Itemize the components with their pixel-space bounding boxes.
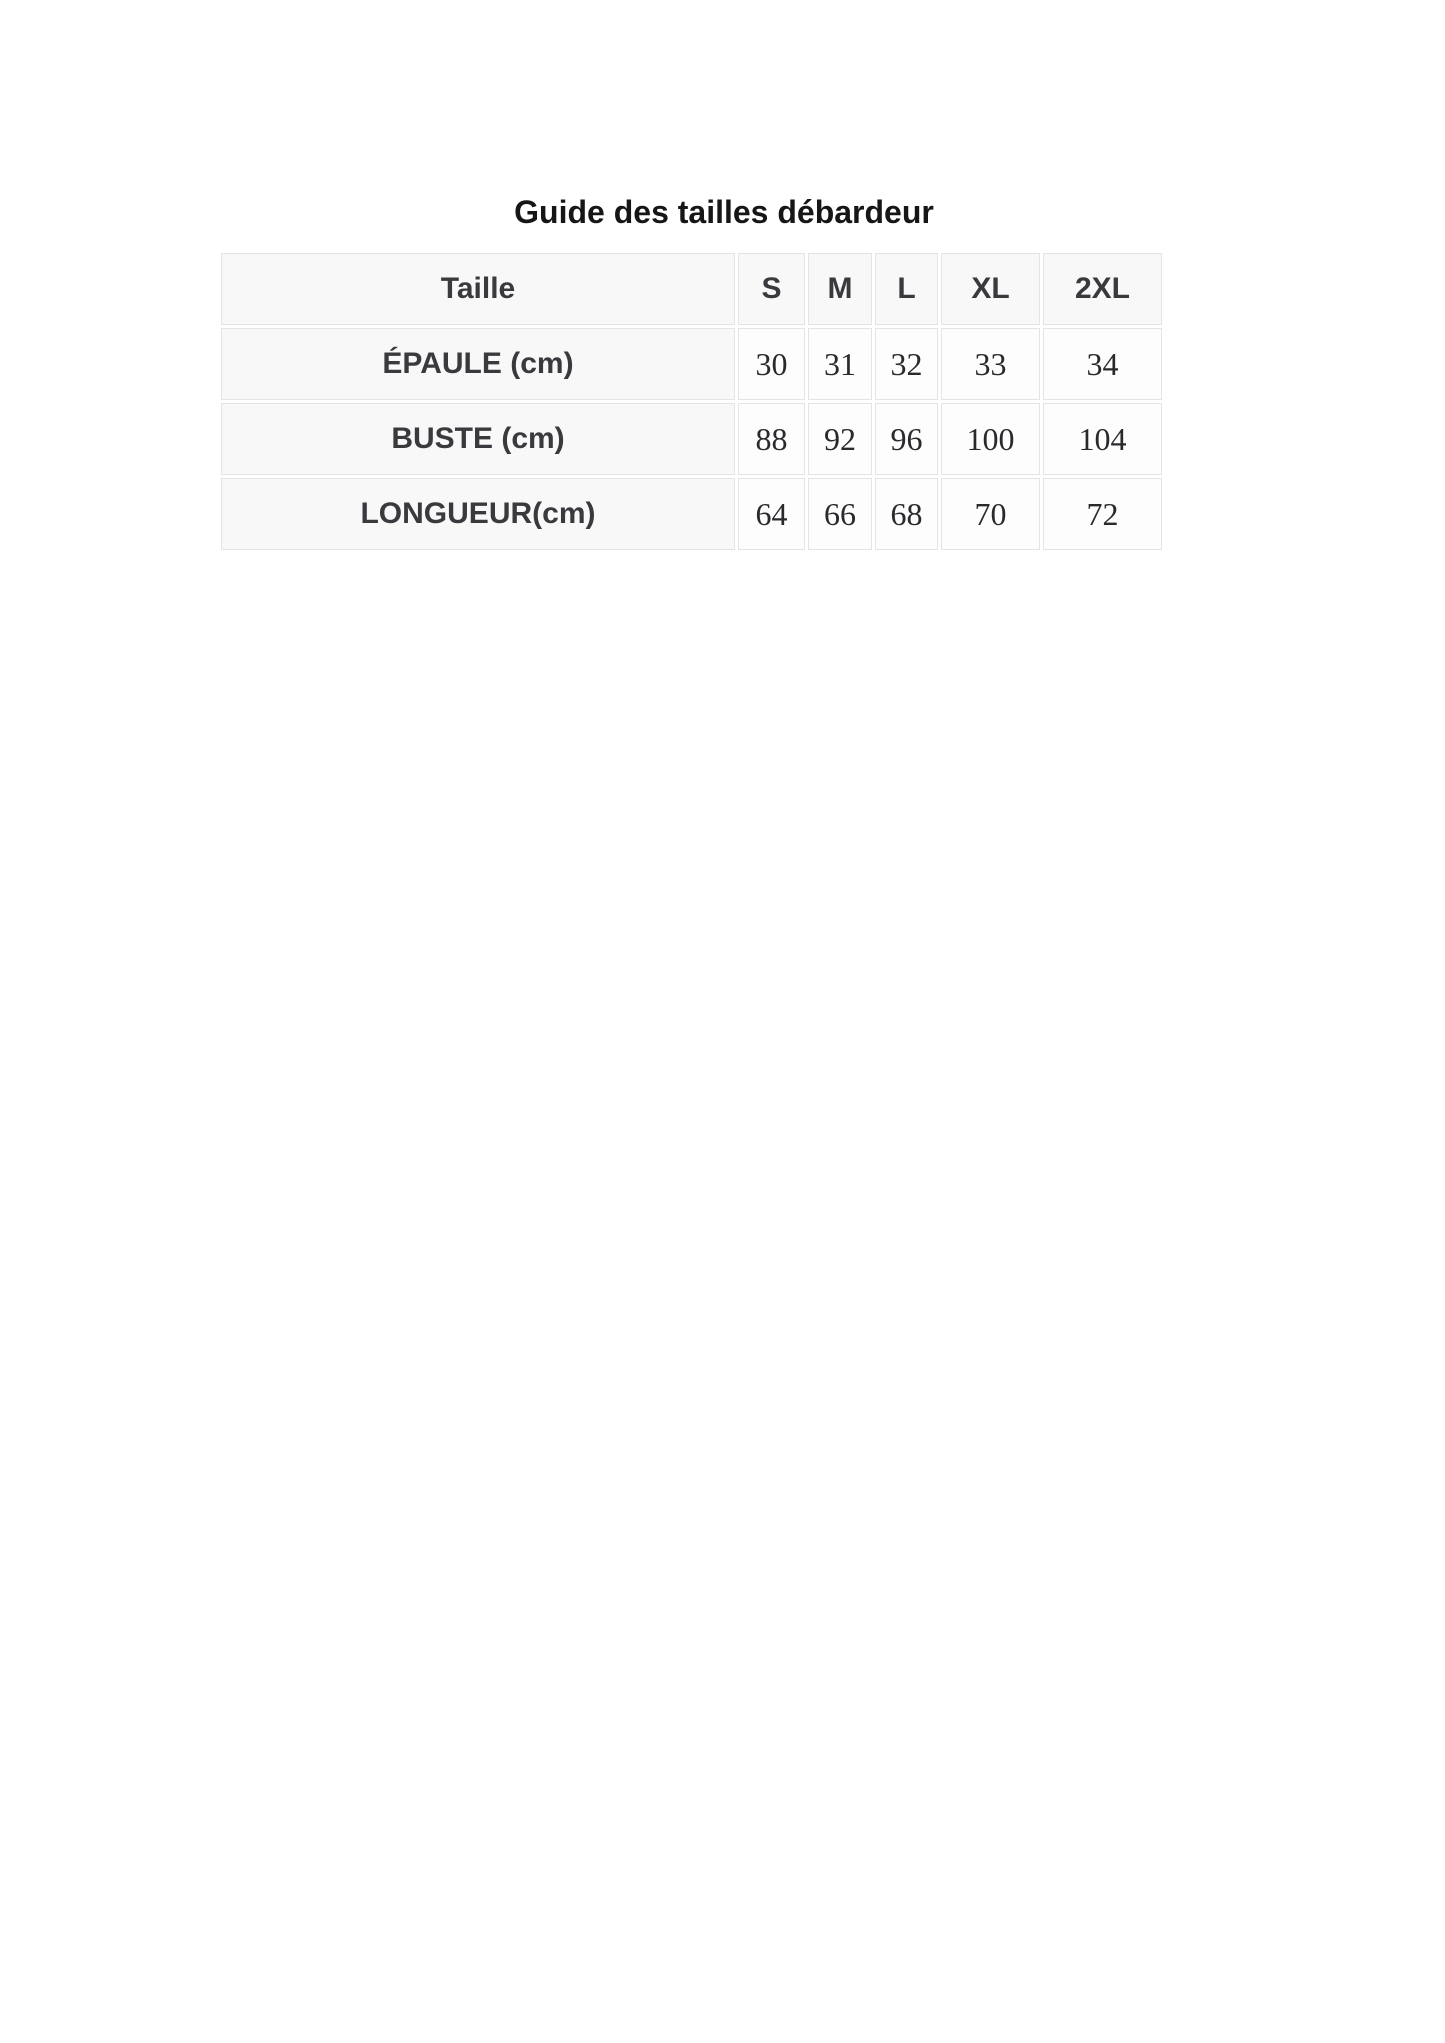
cell-buste-s: 88 [738,403,805,475]
cell-epaule-xl: 33 [941,328,1040,400]
cell-buste-xl: 100 [941,403,1040,475]
cell-epaule-s: 30 [738,328,805,400]
column-header-m: M [808,253,872,325]
cell-longueur-l: 68 [875,478,938,550]
cell-longueur-m: 66 [808,478,872,550]
row-label-longueur: LONGUEUR(cm) [221,478,735,550]
size-guide-section [218,192,1230,553]
column-header-2xl: 2XL [1043,253,1162,325]
cell-buste-2xl: 104 [1043,403,1162,475]
table-header-row [221,253,1162,325]
row-label-epaule: ÉPAULE (cm) [221,328,735,400]
table-row-buste [221,403,1162,475]
size-guide-table [218,250,1165,553]
cell-buste-l: 96 [875,403,938,475]
column-header-xl: XL [941,253,1040,325]
cell-buste-m: 92 [808,403,872,475]
table-row-epaule [221,328,1162,400]
column-header-s: S [738,253,805,325]
table-row-longueur [221,478,1162,550]
cell-longueur-xl: 70 [941,478,1040,550]
row-label-buste: BUSTE (cm) [221,403,735,475]
cell-longueur-2xl: 72 [1043,478,1162,550]
cell-epaule-l: 32 [875,328,938,400]
cell-longueur-s: 64 [738,478,805,550]
column-header-taille: Taille [221,253,735,325]
page-title: Guide des tailles débardeur [514,194,934,230]
cell-epaule-m: 31 [808,328,872,400]
cell-epaule-2xl: 34 [1043,328,1162,400]
column-header-l: L [875,253,938,325]
